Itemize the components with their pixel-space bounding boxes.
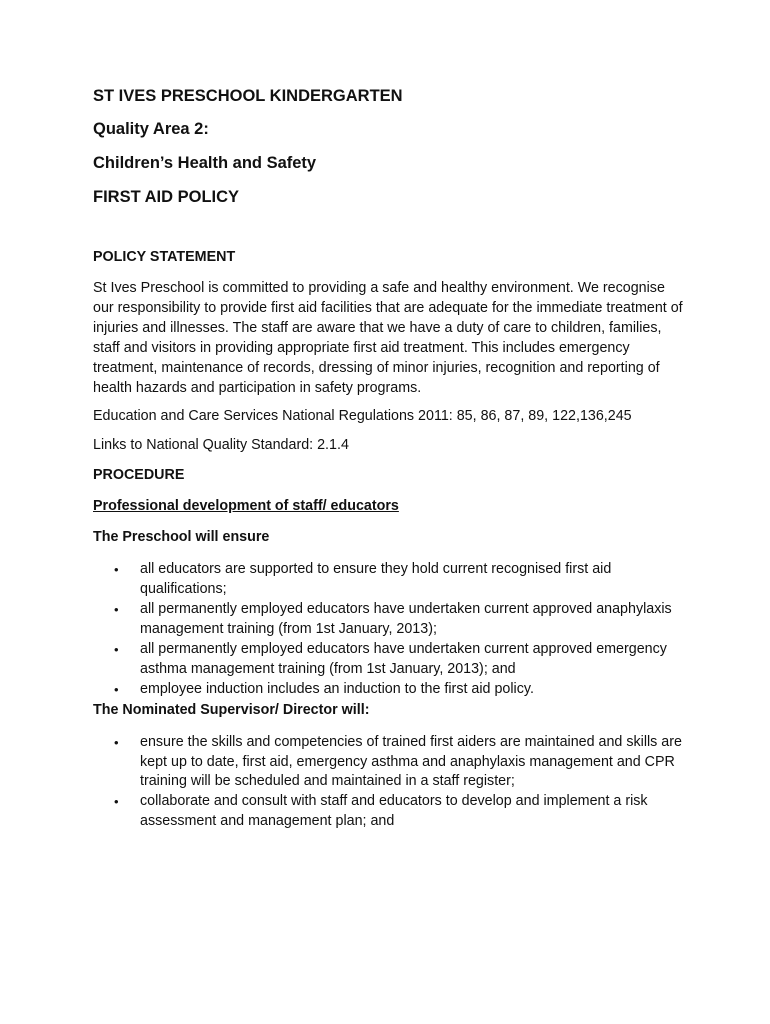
bullet-icon: •	[114, 641, 119, 657]
list-item	[93, 792, 683, 832]
list-item-text: all permanently employed educators have undertaken current approved anaphylaxis management training (from 1st January, 2013);	[140, 601, 672, 637]
policy-statement-heading: POLICY STATEMENT	[93, 249, 236, 265]
preschool-will-heading: The Preschool will ensure	[93, 529, 270, 546]
bullet-icon: •	[114, 681, 119, 697]
list-item	[93, 560, 683, 600]
bullet-icon: •	[114, 794, 119, 810]
policy-statement-paragraph: St Ives Preschool is committed to providing a safe and healthy environment. We recognise our responsibility to provide first aid facilities that are adequate for the immediate treatment of injuries and illnesses. The staff are aware that we have a duty of care to children, families, staff and visitors in providing appropriate first aid treatment. This includes emergency treatment, maintenance of records, dressing of minor injuries, recognition and reporting of health hazards and participation in safety programs.	[93, 280, 683, 396]
bullet-icon: •	[114, 734, 119, 750]
quality-standard-paragraph: Links to National Quality Standard: 2.1.4	[93, 437, 349, 454]
list-item-text: all permanently employed educators have undertaken current approved emergency asthma management training (from 1st January, 2013); and	[140, 640, 667, 677]
supervisor-will-list	[93, 733, 683, 833]
section-title: Children’s Health and Safety	[93, 154, 317, 172]
quality-area-title: Quality Area 2:	[93, 120, 209, 138]
preschool-will-list	[93, 560, 683, 699]
regulations-paragraph: Education and Care Services National Regulations 2011: 85, 86, 87, 89, 122,136,245	[93, 408, 632, 425]
list-item-text: ensure the skills and competencies of trained first aiders are maintained and skills are kept up to date, first aid, emergency asthma and anaphylaxis management and CPR training will be scheduled and maintained in a staff register;	[140, 733, 682, 790]
bullet-icon: •	[114, 562, 119, 578]
list-item	[93, 640, 683, 680]
list-item-text: collaborate and consult with staff and educators to develop and implement a risk assessment and management plan; and	[140, 793, 648, 830]
list-item-text: all educators are supported to ensure they hold current recognised first aid qualifications;	[140, 561, 612, 598]
supervisor-will-heading: The Nominated Supervisor/ Director will:	[93, 701, 370, 718]
procedure-heading: PROCEDURE	[93, 467, 185, 484]
policy-title: FIRST AID POLICY	[93, 188, 240, 206]
list-item-text: employee induction includes an induction to the first aid policy.	[140, 680, 534, 697]
list-item	[93, 600, 683, 640]
document-title: ST IVES PRESCHOOL KINDERGARTEN	[93, 87, 403, 105]
document-page	[93, 84, 683, 832]
professional-development-subheading: Professional development of staff/ educators	[93, 498, 399, 515]
list-item	[93, 680, 683, 700]
list-item	[93, 733, 683, 793]
bullet-icon: •	[114, 602, 119, 618]
